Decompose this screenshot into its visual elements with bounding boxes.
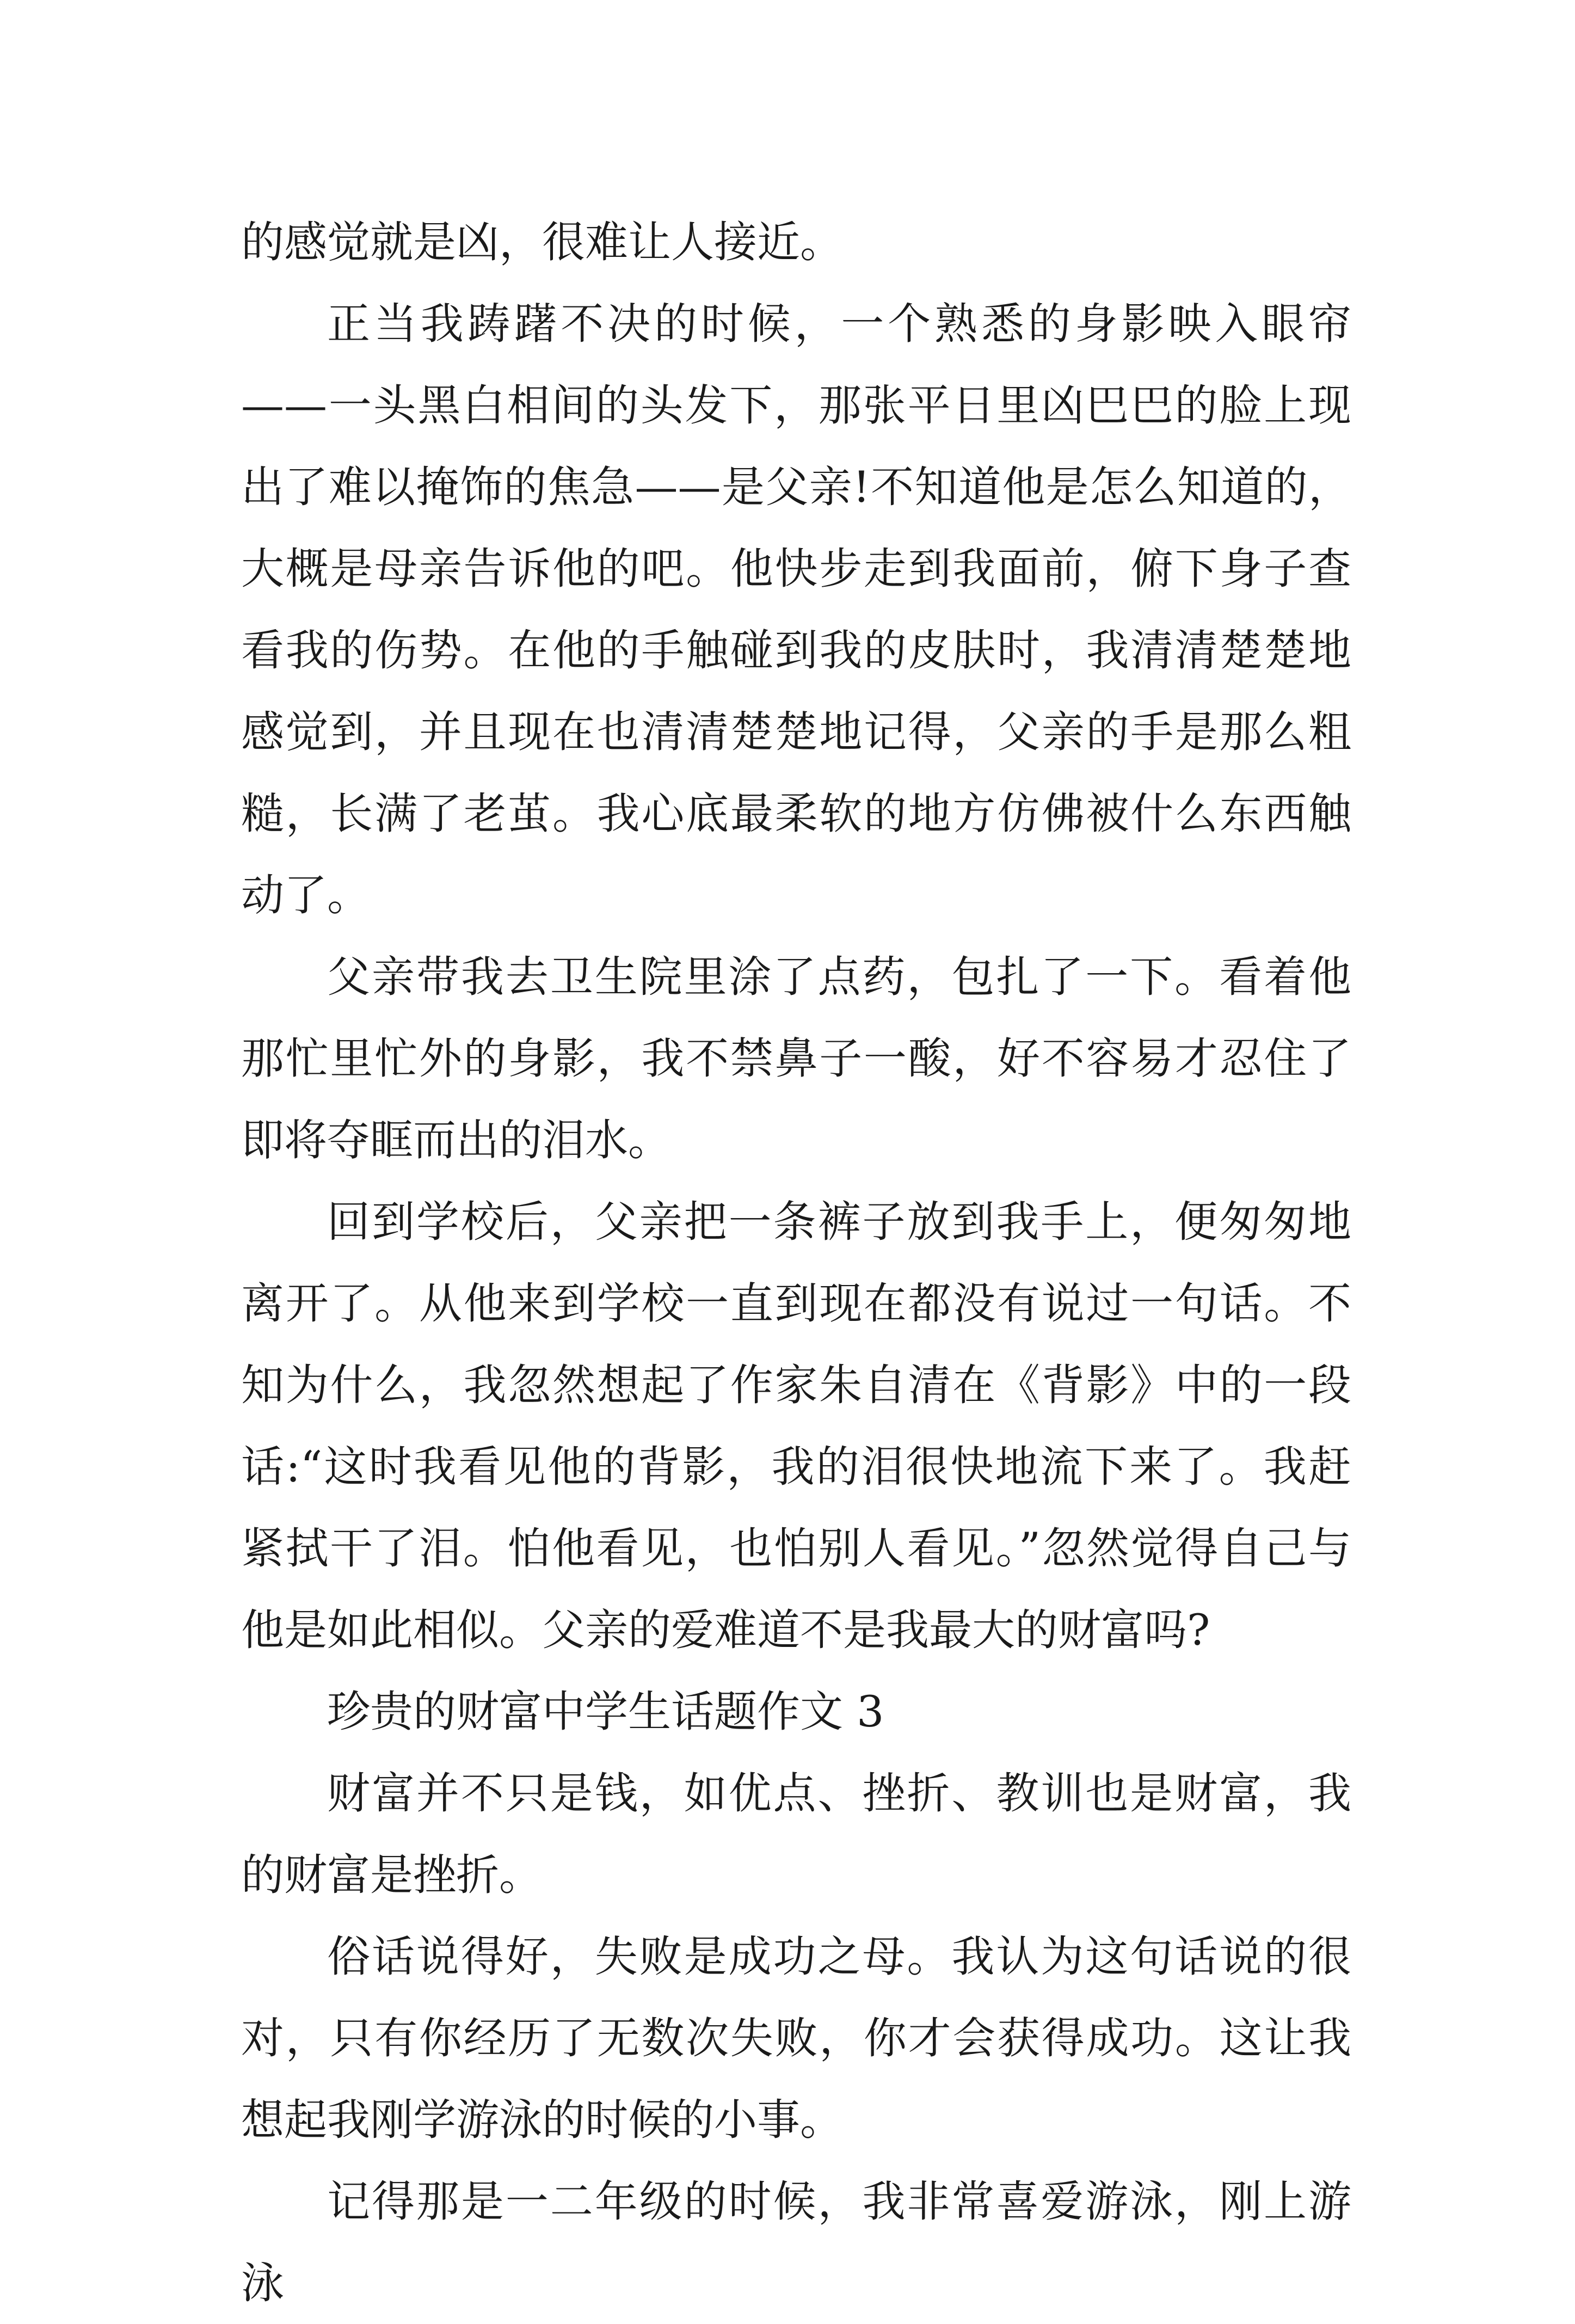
paragraph: 的感觉就是凶，很难让人接近。 — [241, 217, 843, 267]
body-text — [241, 201, 1351, 2324]
paragraph: 记得那是一二年级的时候，我非常喜爱游泳，刚上游泳 — [241, 2177, 1351, 2308]
paragraph: 父亲带我去卫生院里涂了点药，包扎了一下。看着他那忙里忙外的身影，我不禁鼻子一酸，好不容易才忍住了即将夺眶而出的泪水。 — [241, 952, 1351, 1165]
paragraph: 俗话说得好，失败是成功之母。我认为这句话说的很对，只有你经历了无数次失败，你才会获得成功。这让我想起我刚学游泳的时候的小事。 — [241, 1932, 1351, 2145]
section-heading: 珍贵的财富中学生话题作文 3 — [327, 1687, 884, 1737]
paragraph: 财富并不只是钱，如优点、挫折、教训也是财富，我的财富是挫折。 — [241, 1768, 1351, 1900]
paragraph: 回到学校后，父亲把一条裤子放到我手上，便匆匆地离开了。从他来到学校一直到现在都没有说过一句话。不知为什么，我忽然想起了作家朱自清在《背影》中的一段话:“这时我看见他的背影，我的泪很快地流下来了。我赶紧拭干了泪。怕他看见，也怕别人看见。”忽然觉得自己与他是如此相似。父亲的爱难道不是我最大的财富吗? — [241, 1197, 1351, 1655]
paragraph: 正当我踌躇不决的时候，一个熟悉的身影映入眼帘——一头黑白相间的头发下，那张平日里凶巴巴的脸上现出了难以掩饰的焦急——是父亲!不知道他是怎么知道的，大概是母亲告诉他的吧。他快步走到我面前，俯下身子查看我的伤势。在他的手触碰到我的皮肤时，我清清楚楚地感觉到，并且现在也清清楚楚地记得，父亲的手是那么粗糙，长满了老茧。我心底最柔软的地方仿佛被什么东西触动了。 — [241, 299, 1351, 920]
